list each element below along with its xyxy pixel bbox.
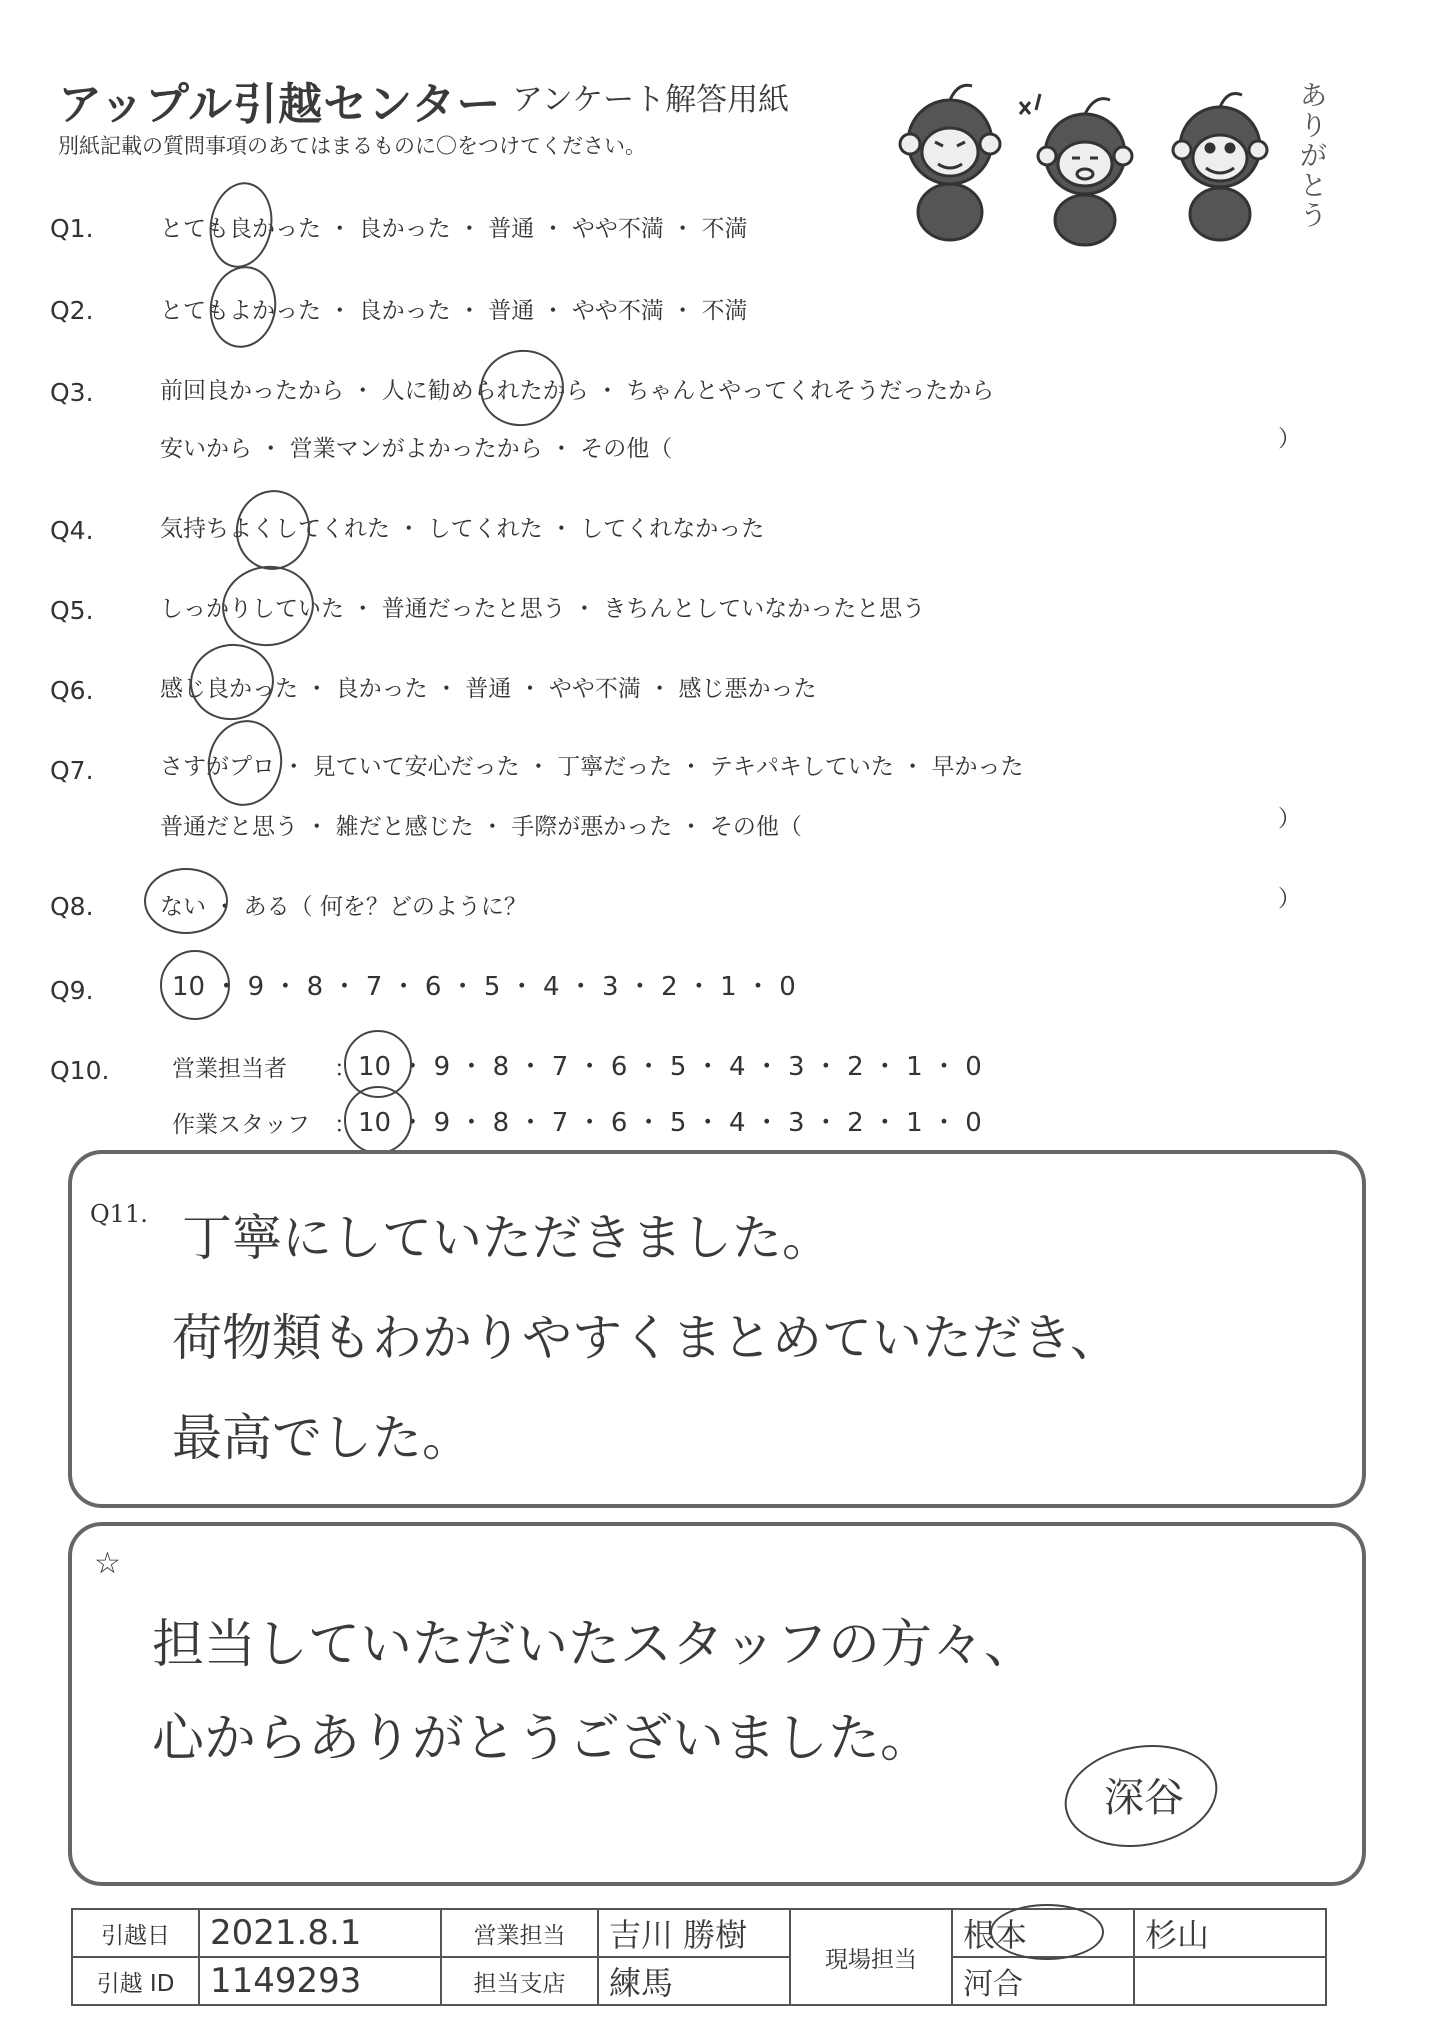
q1-options[interactable]: とても良かった ・ 良かった ・ 普通 ・ やや不満 ・ 不満: [160, 216, 748, 242]
q10-staff-label: 作業スタッフ: [172, 1112, 310, 1138]
staff-thanks-line-2: 心からありがとうございました。: [152, 1709, 933, 1769]
q6-answer-circle: [185, 639, 279, 726]
q8-options[interactable]: ない ・ ある（ 何を？どのように？: [160, 894, 527, 920]
monkey-mascots-illustration: [880, 72, 1300, 252]
q8-label: Q8.: [50, 892, 94, 921]
q4-options[interactable]: 気持ちよくしてくれた ・ してくれた ・ してくれなかった: [160, 516, 765, 542]
form-subtitle: アンケート解答用紙: [512, 82, 790, 118]
q10-sales-scale[interactable]: 10 ・ 9 ・ 8 ・ 7 ・ 6 ・ 5 ・ 4 ・ 3 ・ 2 ・ 1 ・ 0: [358, 1052, 982, 1082]
staff-thanks-box: [68, 1522, 1366, 1886]
site-staff-2: 杉山: [1134, 1909, 1326, 1957]
move-info-table: [71, 1908, 1327, 2006]
q4-answer-circle: [230, 484, 317, 576]
sales-label: 営業担当: [441, 1909, 598, 1957]
q5-label: Q5.: [50, 596, 94, 625]
q9-scale[interactable]: 10 ・ 9 ・ 8 ・ 7 ・ 6 ・ 5 ・ 4 ・ 3 ・ 2 ・ 1 ・ 0: [172, 972, 796, 1002]
q10-staff-scale[interactable]: 10 ・ 9 ・ 8 ・ 7 ・ 6 ・ 5 ・ 4 ・ 3 ・ 2 ・ 1 ・ 0: [358, 1108, 982, 1138]
q6-options[interactable]: 感じ良かった ・ 良かった ・ 普通 ・ やや不満 ・ 感じ悪かった: [160, 676, 817, 702]
q3-close-paren: ）: [1278, 426, 1301, 452]
mascot-thanks-text: ありがとう: [1300, 81, 1327, 232]
q7-options-line1[interactable]: さすがプロ ・ 見ていて安心だった ・ 丁寧だった ・ テキパキしていた ・ 早かった: [160, 754, 1024, 780]
q9-answer-circle: [160, 950, 230, 1020]
q11-comment-line-3: 最高でした。: [172, 1409, 472, 1467]
q8-answer-circle: [144, 868, 228, 934]
q6-label: Q6.: [50, 676, 94, 705]
q10-label: Q10.: [50, 1056, 110, 1085]
instructions: 別紙記載の質問事項のあてはまるものに〇をつけてください。: [58, 134, 646, 158]
signature: 深谷: [1104, 1775, 1184, 1821]
company-title: アップル引越センター: [58, 79, 502, 130]
sales-value: 吉川 勝樹: [598, 1909, 790, 1957]
site-staff-1-name: 根本: [963, 1916, 1028, 1954]
q7-answer-circle: [201, 714, 289, 812]
branch-value: 練馬: [598, 1957, 790, 2005]
q7-label: Q7.: [50, 756, 94, 785]
move-date-label: 引越日: [72, 1909, 199, 1957]
empty-cell: [1134, 1957, 1326, 2005]
q3-answer-circle: [474, 343, 570, 432]
move-id-label: 引越 ID: [72, 1957, 199, 2005]
q4-label: Q4.: [50, 516, 94, 545]
branch-label: 担当支店: [441, 1957, 598, 2005]
q3-options-line2[interactable]: 安いから ・ 営業マンがよかったから ・ その他（: [160, 436, 673, 462]
q3-options-line1[interactable]: 前回良かったから ・ 人に勧められたから ・ ちゃんとやってくれそうだったから: [160, 378, 995, 404]
q7-options-line2[interactable]: 普通だと思う ・ 雑だと感じた ・ 手際が悪かった ・ その他（: [160, 814, 802, 840]
q11-comment-line-1: 丁寧にしていただきました。: [182, 1209, 832, 1267]
staff-thanks-line-1: 担当していただいたスタッフの方々、: [152, 1615, 1037, 1675]
q7-close-paren: ）: [1278, 806, 1301, 832]
q11-comment-box: [68, 1150, 1366, 1508]
q11-comment-line-2: 荷物類もわかりやすくまとめていただき、: [172, 1309, 1120, 1367]
move-id-value: 1149293: [199, 1957, 441, 2005]
q5-answer-circle: [217, 560, 319, 652]
q2-options[interactable]: とてもよかった ・ 良かった ・ 普通 ・ やや不満 ・ 不満: [160, 298, 748, 324]
q10-staff-answer-circle: [344, 1086, 412, 1154]
star-icon: ☆: [94, 1546, 121, 1581]
q11-label: Q11.: [90, 1200, 148, 1228]
q2-answer-circle: [203, 261, 282, 353]
move-date-value: 2021.8.1: [199, 1909, 441, 1957]
q3-label: Q3.: [50, 378, 94, 407]
q9-label: Q9.: [50, 976, 94, 1005]
q10-colon-1: ：: [334, 1056, 357, 1082]
q1-answer-circle: [203, 177, 279, 272]
q1-label: Q1.: [50, 214, 94, 243]
site-label: 現場担当: [790, 1909, 952, 2005]
signature-circle: [1056, 1733, 1225, 1858]
q8-close-paren: ）: [1278, 886, 1301, 912]
site-staff-1-circle: [990, 1904, 1104, 1960]
site-staff-3: 河合: [952, 1957, 1134, 2005]
q10-sales-label: 営業担当者: [172, 1056, 287, 1082]
q2-label: Q2.: [50, 296, 94, 325]
q5-options[interactable]: しっかりしていた ・ 普通だったと思う ・ きちんとしていなかったと思う: [160, 596, 926, 622]
q10-colon-2: ：: [334, 1112, 357, 1138]
